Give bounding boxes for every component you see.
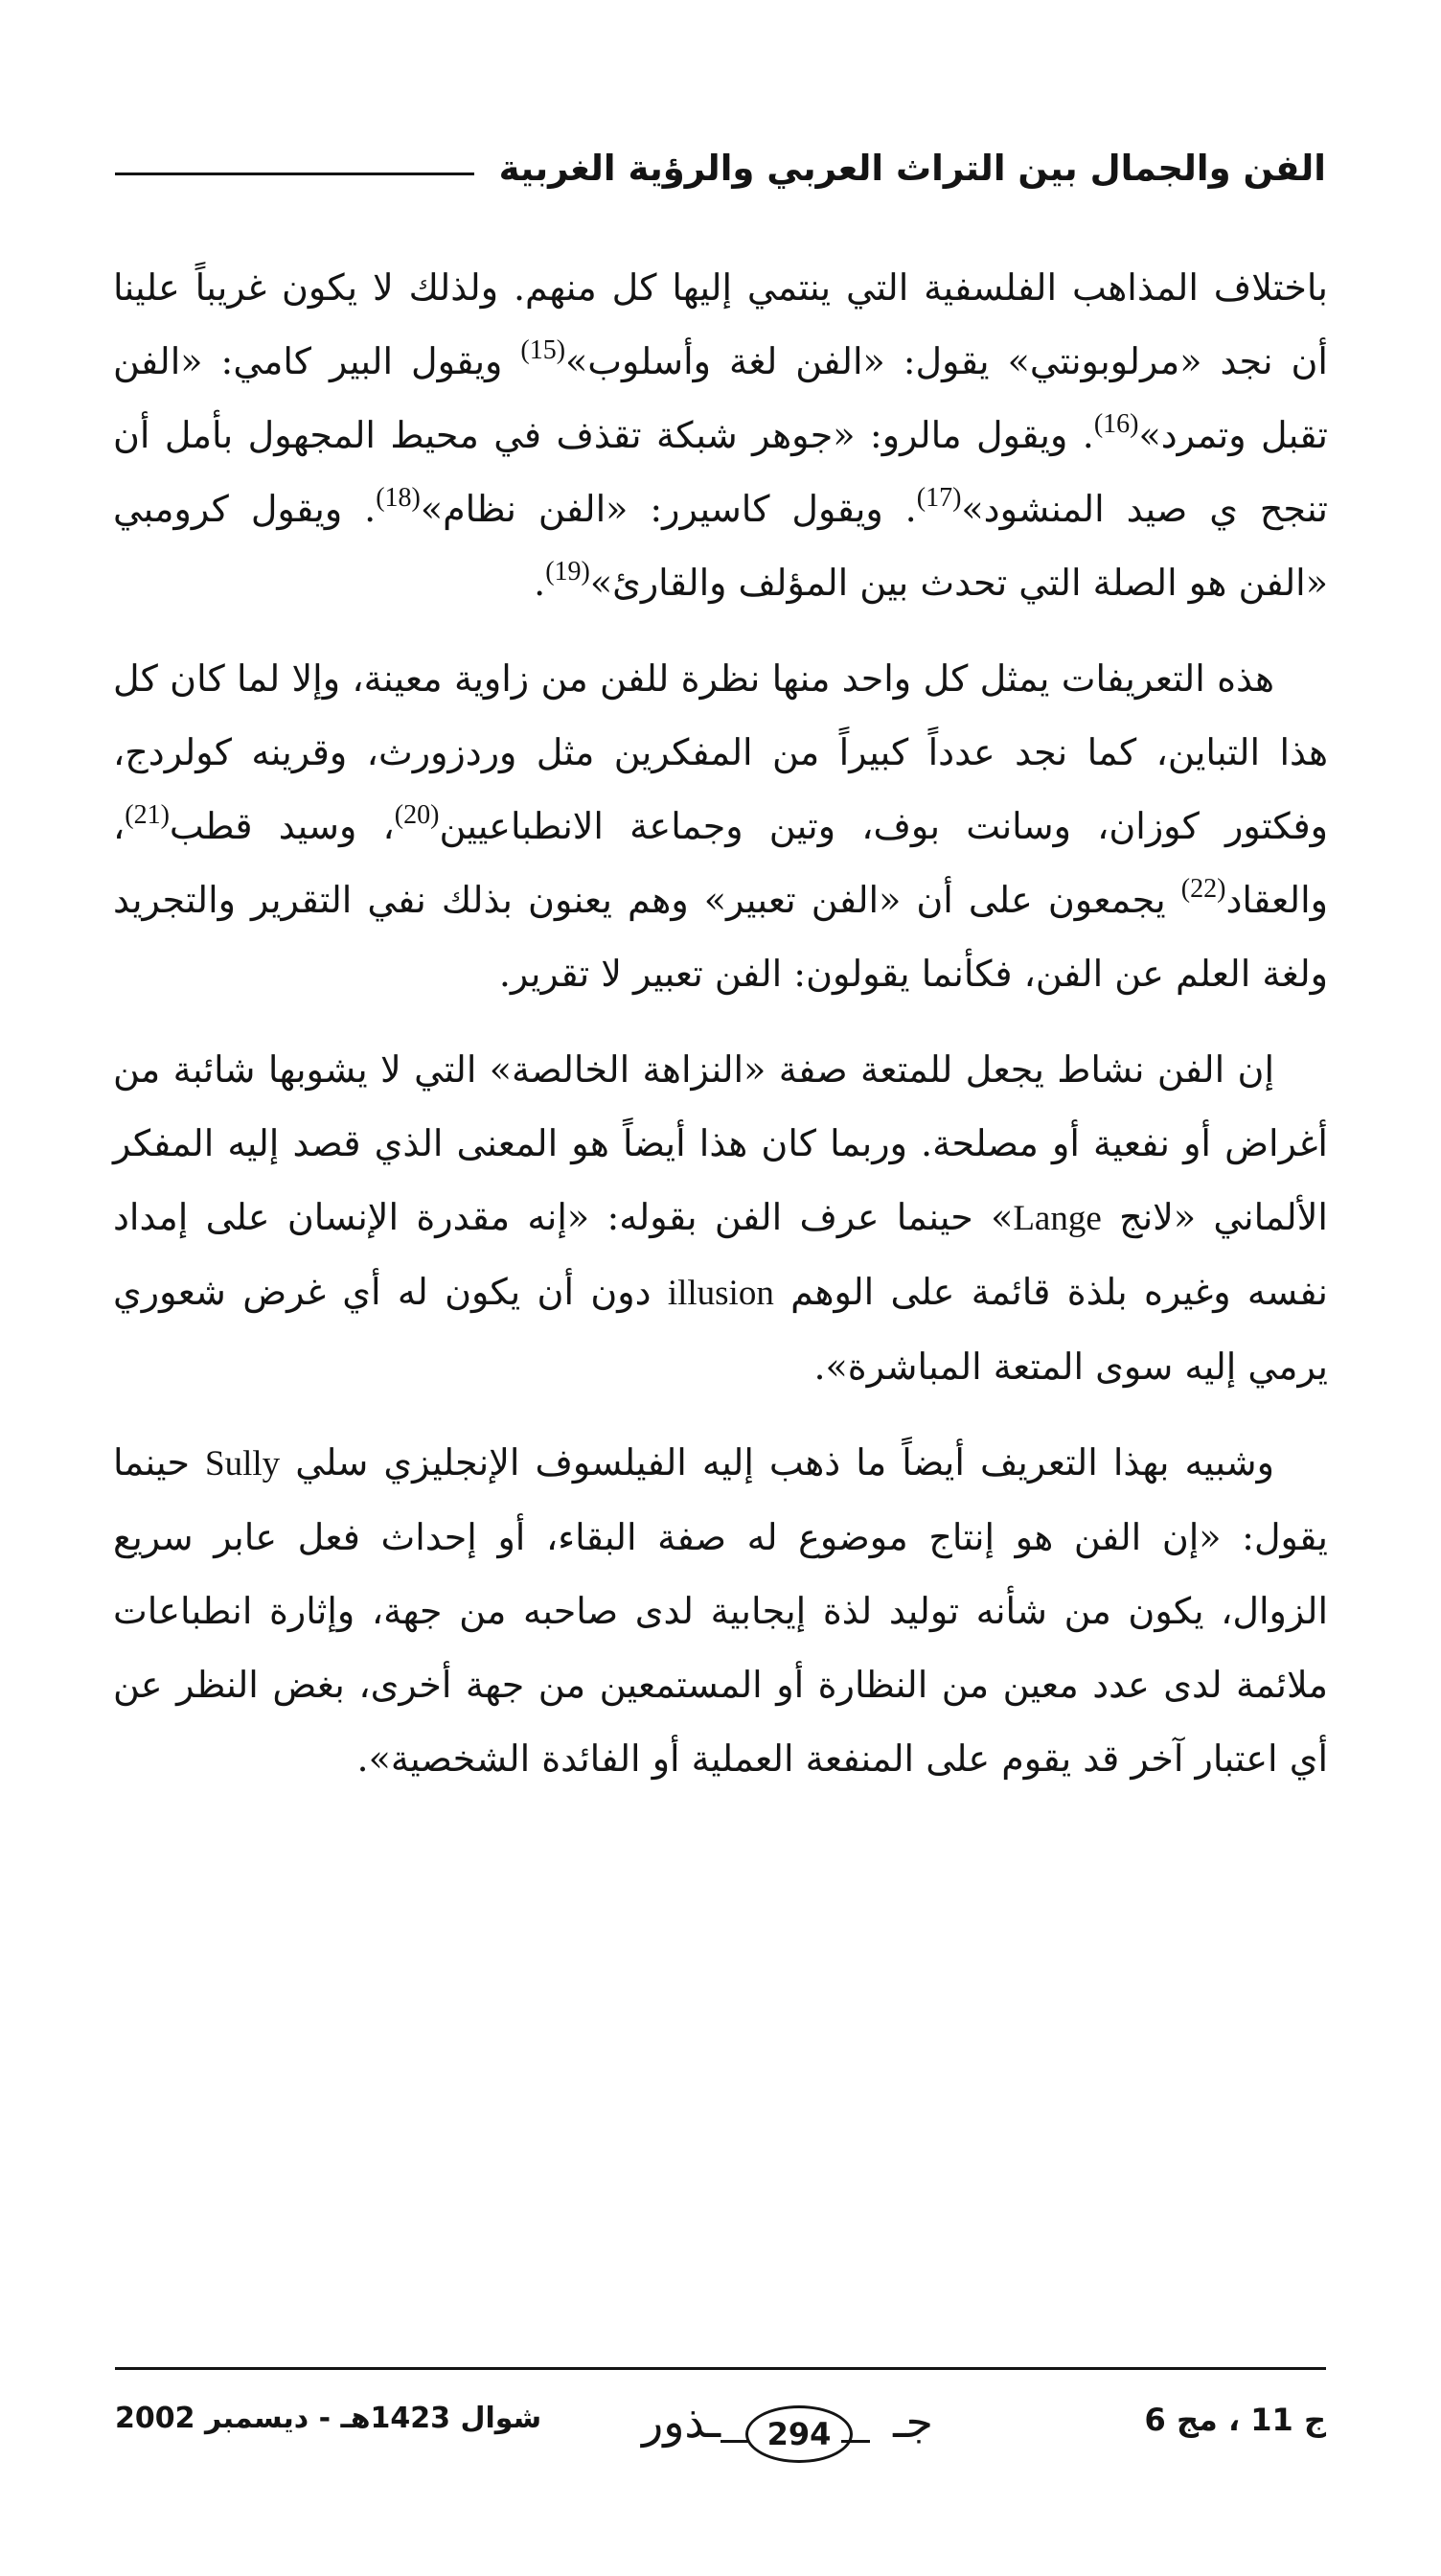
journal-name-right: جـ (893, 2396, 933, 2448)
footnote-ref-16: (16) (1093, 409, 1139, 439)
footnote-ref-18: (18) (376, 483, 421, 513)
paragraph-text: . ويقول كاسيرر: «الفن نظام» (420, 488, 917, 530)
paragraph-3 (113, 1033, 1328, 1404)
footnote-ref-17: (17) (916, 483, 962, 513)
running-header-title: الفن والجمال بين التراث العربي والرؤية الغربية (498, 147, 1326, 189)
journal-line-right (841, 2440, 870, 2443)
paragraph-text: دون أن يكون له أي غرض شعوري يرمي إليه سوى المتعة المباشرة». (113, 1271, 1328, 1388)
footnote-ref-20: (20) (394, 800, 440, 830)
paragraph-4 (113, 1426, 1328, 1796)
latin-term: Lange (1013, 1199, 1102, 1238)
latin-term: Sully (205, 1444, 281, 1484)
paragraph-text: ، وسيد قطب (169, 805, 395, 847)
paragraph-text: إن الفن نشاط يجعل للمتعة صفة «النزاهة الخالصة» التي لا يشوبها شائبة من أغراض أو نفعية أو مصلحة. وربما كان هذا أيضاً هو المعنى الذي قصد إليه المفكر الألماني «لانج (113, 1048, 1328, 1238)
footnote-ref-19: (19) (545, 557, 590, 586)
paragraph-2 (113, 642, 1328, 1011)
paragraph-1 (113, 251, 1328, 620)
running-header (115, 129, 1326, 206)
page-number: 294 (766, 2416, 832, 2452)
issue-info: ج 11 ، مج 6 (1144, 2402, 1326, 2438)
paragraph-text: هذه التعريفات يمثل كل واحد منها نظرة للفن من زاوية معينة، وإلا لما كان كل هذا التباين، كما نجد عدداً كبيراً من المفكرين مثل وردزورث، وقرينه كولردج، وفكتور كوزان، وسانت بوف، وتين وجماعة الانطباعيين (113, 657, 1328, 847)
footer-rule (115, 2367, 1326, 2370)
paragraph-text: » حينما عرف الفن بقوله: «إنه مقدرة الإنسان على إمداد نفسه وغيره بلذة قائمة على الوهم (113, 1196, 1328, 1313)
header-rule (115, 172, 474, 175)
page-footer (115, 2382, 1326, 2488)
footnote-ref-15: (15) (520, 335, 566, 365)
paragraph-text: . ويقول كرومبي «الفن هو الصلة التي تحدث بين المؤلف والقارئ» (113, 488, 1328, 604)
latin-term: illusion (667, 1274, 774, 1313)
page-number-oval (745, 2405, 853, 2463)
paragraph-text: حينما يقول: «إن الفن هو إنتاج موضوع له صفة البقاء، أو إحداث فعل عابر سريع الزوال، يكون من شأنه توليد لذة إيجابية لدى صاحبه من جهة، وإثارة انطباعات ملائمة لدى عدد معين من النظارة أو المستمعين من جهة أخرى، بغض النظر عن أي اعتبار آخر قد يقوم على المنفعة العملية أو الفائدة الشخصية». (113, 1441, 1328, 1780)
journal-name-left: ـذور (642, 2396, 721, 2448)
paragraph-text: ويقول البير كامي: «الفن تقبل وتمرد» (113, 340, 1329, 456)
footnote-ref-22: (22) (1180, 874, 1226, 904)
footnote-ref-21: (21) (125, 800, 170, 830)
paragraph-text: . (534, 562, 546, 604)
journal-page-mark (613, 2390, 958, 2471)
paragraph-text: وشبيه بهذا التعريف أيضاً ما ذهب إليه الفيلسوف الإنجليزي سلي (280, 1441, 1274, 1484)
paragraph-text: باختلاف المذاهب الفلسفية التي ينتمي إليها كل منهم. ولذلك لا يكون غريباً علينا أن نجد «مرلوبونتي» يقول: «الفن لغة وأسلوب» (113, 266, 1328, 382)
paragraph-text: يجمعون على أن «الفن تعبير» وهم يعنون بذلك نفي التقرير والتجريد ولغة العلم عن الفن، فكأنما يقولون: الفن تعبير لا تقرير. (113, 879, 1328, 995)
body-text (113, 251, 1328, 1796)
issue-date: شوال 1423هـ - ديسمبر 2002 (115, 2402, 542, 2435)
paragraph-text: ، والعقاد (113, 805, 1328, 921)
paragraph-text: . ويقول مالرو: «جوهر شبكة تقذف في محيط المجهول بأمل أن تنجح ي صيد المنشود» (113, 414, 1328, 530)
